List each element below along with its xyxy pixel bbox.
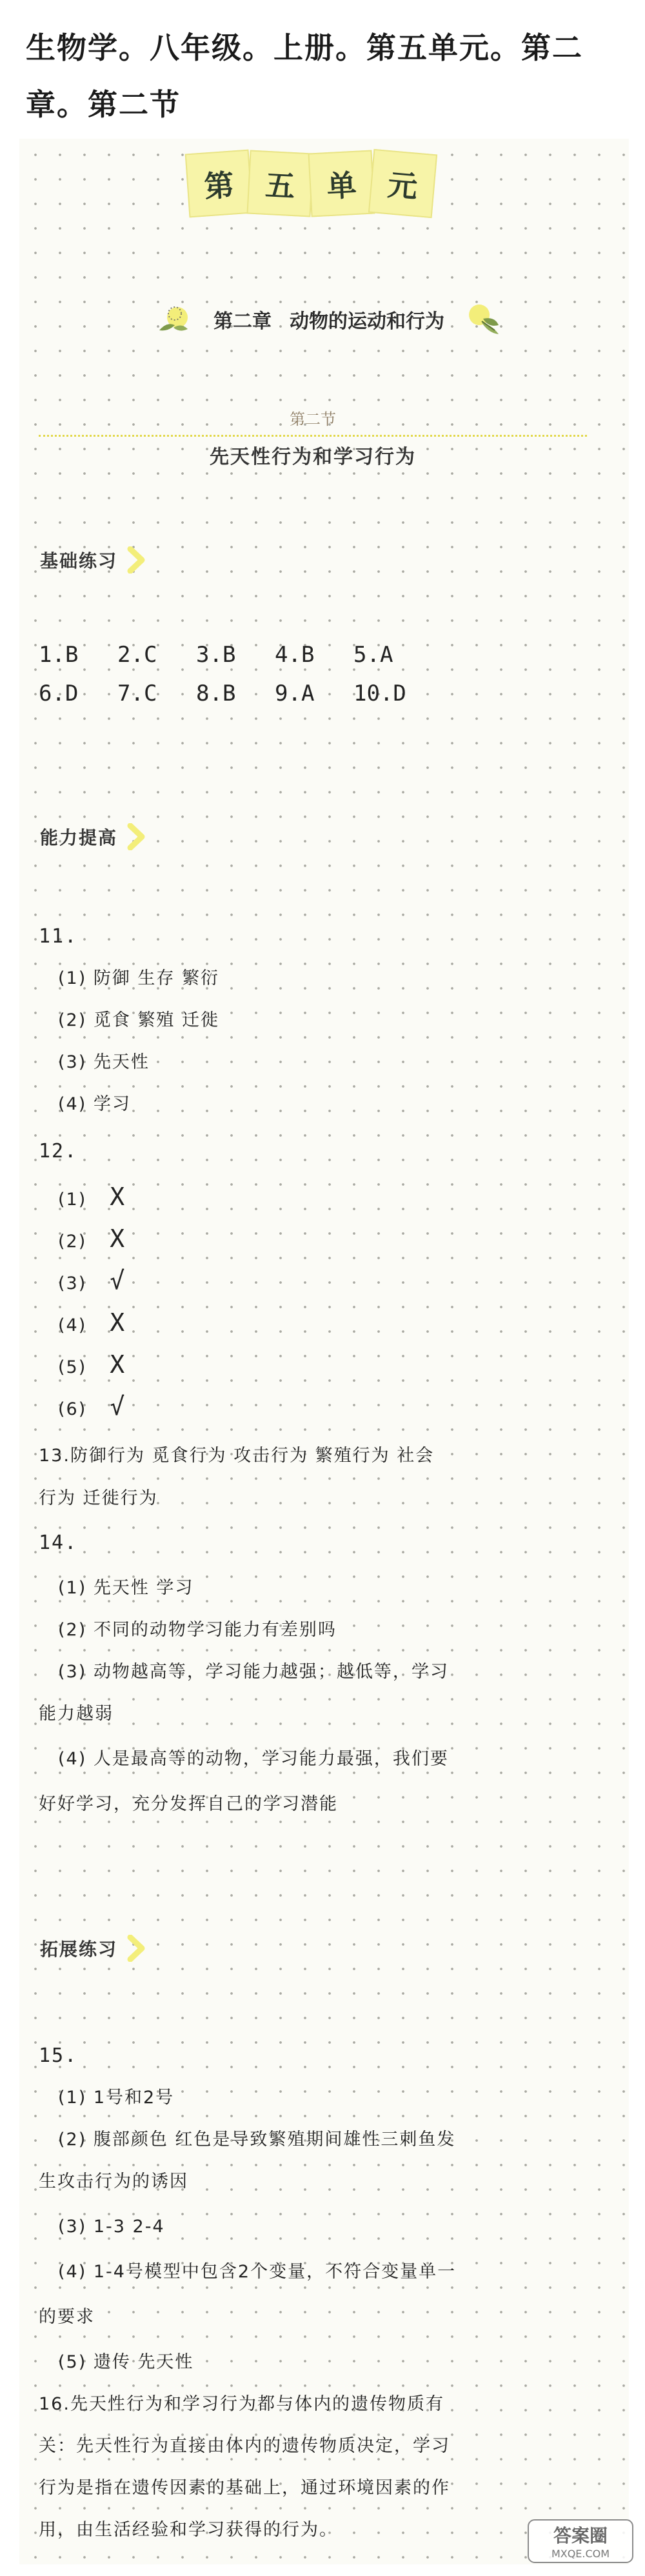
- flower-leaf-icon: [155, 299, 195, 339]
- unit-char-card: 五: [246, 150, 313, 217]
- answer-line: (1) X: [58, 1183, 126, 1211]
- answer-line: 关：先天性行为直接由体内的遗传物质决定，学习: [39, 2436, 450, 2456]
- judgement-mark: X: [110, 1224, 126, 1253]
- answer-line: (4) 1-4号模型中包含2个变量，不符合变量单一: [58, 2262, 457, 2282]
- answer-line: (3) √: [58, 1266, 126, 1295]
- answer-line: (4) 人是最高等的动物，学习能力最强，我们要: [58, 1749, 449, 1769]
- unit-char-card: 元: [368, 149, 437, 218]
- question-number: 12.: [39, 1140, 78, 1163]
- answer-item: 9.A: [275, 681, 315, 706]
- answer-line: 行为 迁徙行为: [39, 1488, 158, 1508]
- answer-item: 2.C: [117, 642, 157, 668]
- chapter-number: 第二章: [213, 310, 272, 333]
- section-number: 第二节: [290, 410, 336, 428]
- heading-label: 能力提高: [40, 827, 118, 848]
- answer-line: (1) 先天性 学习: [58, 1578, 194, 1598]
- flower-leaf-icon: [462, 299, 502, 339]
- chevron-right-icon: [126, 823, 147, 850]
- answer-line: 行为是指在遗传因素的基础上，通过环境因素的作: [39, 2478, 450, 2498]
- answer-line: 好好学习，充分发挥自己的学习潜能: [39, 1794, 338, 1814]
- judgement-mark: X: [110, 1183, 126, 1211]
- answer-row: [39, 681, 452, 714]
- answer-item: 7.C: [117, 681, 157, 706]
- answer-line: (4) 学习: [58, 1094, 131, 1114]
- answer-line: (5) 遗传 先天性: [58, 2352, 194, 2372]
- answer-line: (2) 觅食 繁殖 迁徙: [58, 1010, 219, 1030]
- question-number: 14.: [39, 1532, 78, 1554]
- chevron-right-icon: [126, 546, 147, 574]
- heading-extend: [40, 1932, 147, 1964]
- section-title: 先天性行为和学习行为: [210, 446, 416, 468]
- answer-line: 用，由生活经验和学习获得的行为。: [39, 2520, 338, 2540]
- answer-item: 5.A: [353, 642, 393, 668]
- answer-line: (1) 1号和2号: [58, 2088, 175, 2108]
- answer-item: 6.D: [39, 681, 79, 706]
- answer-item: 1.B: [39, 642, 79, 668]
- page-title: 生物学。八年级。上册。第五单元。第二章。第二节: [26, 30, 583, 122]
- heading-basic: [40, 544, 147, 576]
- svg-text:MXQE.COM: MXQE.COM: [551, 2548, 610, 2560]
- answer-line: (2) X: [58, 1224, 126, 1253]
- answer-line: (4) X: [58, 1308, 126, 1337]
- answer-item: 4.B: [275, 642, 315, 668]
- svg-text:答案圈: 答案圈: [553, 2525, 608, 2546]
- answer-item: 8.B: [196, 681, 236, 706]
- chapter-name: 动物的运动和行为: [290, 310, 444, 333]
- answer-line: (3) 先天性: [58, 1052, 150, 1072]
- chapter-header: [110, 297, 548, 342]
- heading-ability: [40, 821, 147, 853]
- unit-banner: [187, 148, 432, 219]
- question-number: 15.: [39, 2044, 78, 2067]
- answer-line: (2) 不同的动物学习能力有差别吗: [58, 1620, 337, 1640]
- answer-line: 的要求: [39, 2307, 95, 2327]
- judgement-mark: √: [110, 1266, 126, 1295]
- answer-line: (3) 动物越高等，学习能力越强；越低等，学习: [58, 1662, 449, 1682]
- unit-char-card: 单: [308, 150, 375, 217]
- answer-item: 10.D: [353, 681, 406, 706]
- section-header: [39, 406, 587, 477]
- answer-line: (1) 防御 生存 繁衍: [58, 968, 219, 988]
- answer-line: 16.先天性行为和学习行为都与体内的遗传物质有: [39, 2394, 444, 2414]
- heading-label: 拓展练习: [40, 1939, 118, 1960]
- answer-line: 13.防御行为 觅食行为 攻击行为 繁殖行为 社会: [39, 1446, 435, 1466]
- question-number: 11.: [39, 925, 78, 948]
- judgement-mark: √: [110, 1392, 126, 1421]
- judgement-mark: X: [110, 1350, 126, 1379]
- heading-label: 基础练习: [40, 550, 118, 572]
- site-watermark-logo: [526, 2516, 635, 2568]
- answer-line: (6) √: [58, 1392, 126, 1421]
- answer-line: (2) 腹部颜色 红色是导致繁殖期间雄性三刺鱼发: [58, 2130, 456, 2150]
- answer-line: 能力越弱: [39, 1704, 114, 1724]
- answer-row: [39, 642, 452, 675]
- answer-line: 生攻击行为的诱因: [39, 2172, 188, 2192]
- chevron-right-icon: [126, 1935, 147, 1962]
- answer-item: 3.B: [196, 642, 236, 668]
- unit-char-card: 第: [185, 150, 253, 218]
- section-divider: [39, 435, 587, 437]
- answer-line: (5) X: [58, 1350, 126, 1379]
- answer-line: (3) 1-3 2-4: [58, 2217, 165, 2237]
- judgement-mark: X: [110, 1308, 126, 1337]
